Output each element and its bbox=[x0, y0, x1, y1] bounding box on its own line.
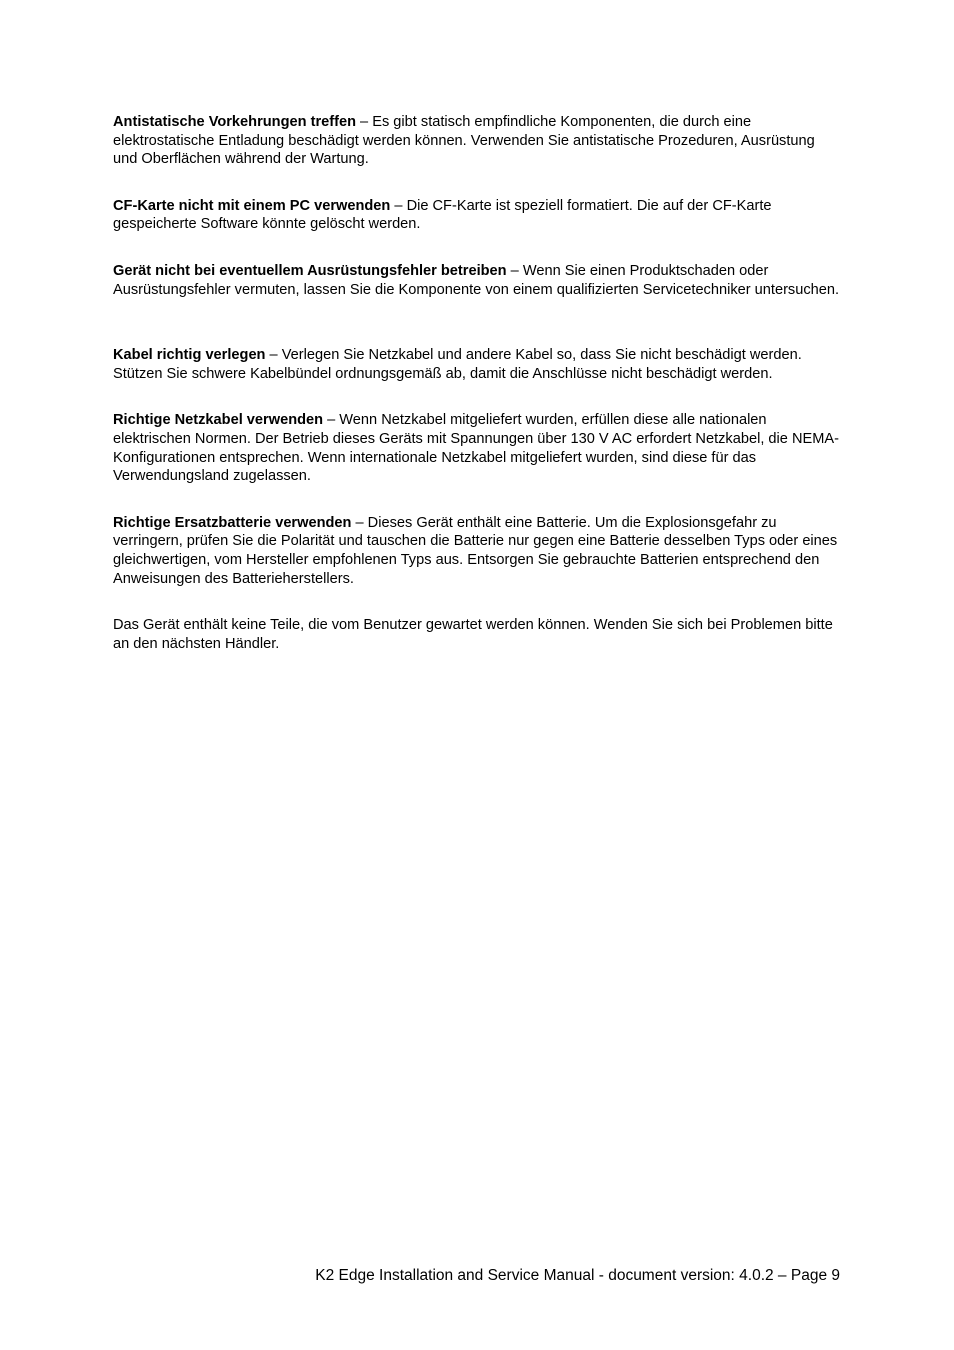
document-body bbox=[113, 113, 843, 681]
paragraph-text: – Wenn Sie einen Produktschaden oder Ausrüstungsfehler vermuten, lassen Sie die Komponente von einem qualifizierten Servicetechniker untersuchen. bbox=[113, 262, 840, 298]
paragraph-term: CF-Karte nicht mit einem PC verwenden bbox=[113, 197, 391, 214]
paragraph-text: – Dieses Gerät enthält eine Batterie. Um die Explosionsgefahr zu verringern, prüfen Sie die Polarität und tauschen die Batterie nur gegen eine Batterie desselben Typs oder eines gleichwertigen, vom Hersteller empfohlenen Typs aus. Entsorgen Sie gebrauchte Batterien entsprechend den Anweisungen des Batterieherstellers. bbox=[113, 514, 838, 587]
paragraph-term: Richtige Ersatzbatterie verwenden bbox=[113, 514, 352, 531]
paragraph-text: – Es gibt statisch empfindliche Komponenten, die durch eine elektrostatische Entladung beschädigt werden können. Verwenden Sie antistatische Prozeduren, Ausrüstung und Oberflächen während der Wartung. bbox=[113, 114, 815, 168]
paragraph-text: – Verlegen Sie Netzkabel und andere Kabel so, dass Sie nicht beschädigt werden. Stützen Sie schwere Kabelbündel ordnungsgemäß ab, damit die Anschlüsse nicht beschädigt werden. bbox=[113, 347, 802, 382]
paragraph-term: Kabel richtig verlegen bbox=[113, 347, 266, 364]
paragraph-power-cords bbox=[113, 411, 843, 485]
paragraph-equipment-failure bbox=[113, 262, 843, 299]
paragraph-term: Antistatische Vorkehrungen treffen bbox=[113, 114, 356, 130]
paragraph-cf-card bbox=[113, 197, 843, 234]
paragraph-text: – Die CF-Karte ist speziell formatiert. Die auf der CF-Karte gespeicherte Software könnte gelöscht werden. bbox=[113, 197, 772, 233]
paragraph-closing-note: Das Gerät enthält keine Teile, die vom Benutzer gewartet werden können. Wenden Sie sich bei Problemen bitte an den nächsten Händler. bbox=[113, 617, 833, 652]
paragraph-cable-routing bbox=[113, 346, 843, 383]
paragraph-term: Richtige Netzkabel verwenden bbox=[113, 412, 324, 429]
paragraph-text: – Wenn Netzkabel mitgeliefert wurden, erfüllen diese alle nationalen elektrischen Normen. Der Betrieb dieses Geräts mit Spannungen über 130 V AC erfordert Netzkabel, die NEMA-Konfigurationen entsprechen. Wenn internationale Netzkabel mitgeliefert wurden, sind diese für das Verwendungsland zugelassen. bbox=[113, 412, 839, 485]
paragraph-antistatic bbox=[113, 113, 843, 169]
page-footer: K2 Edge Installation and Service Manual - document version: 4.0.2 – Page 9 bbox=[315, 1267, 840, 1284]
paragraph-battery bbox=[113, 514, 843, 588]
paragraph-term: Gerät nicht bei eventuellem Ausrüstungsfehler betreiben bbox=[113, 262, 507, 279]
